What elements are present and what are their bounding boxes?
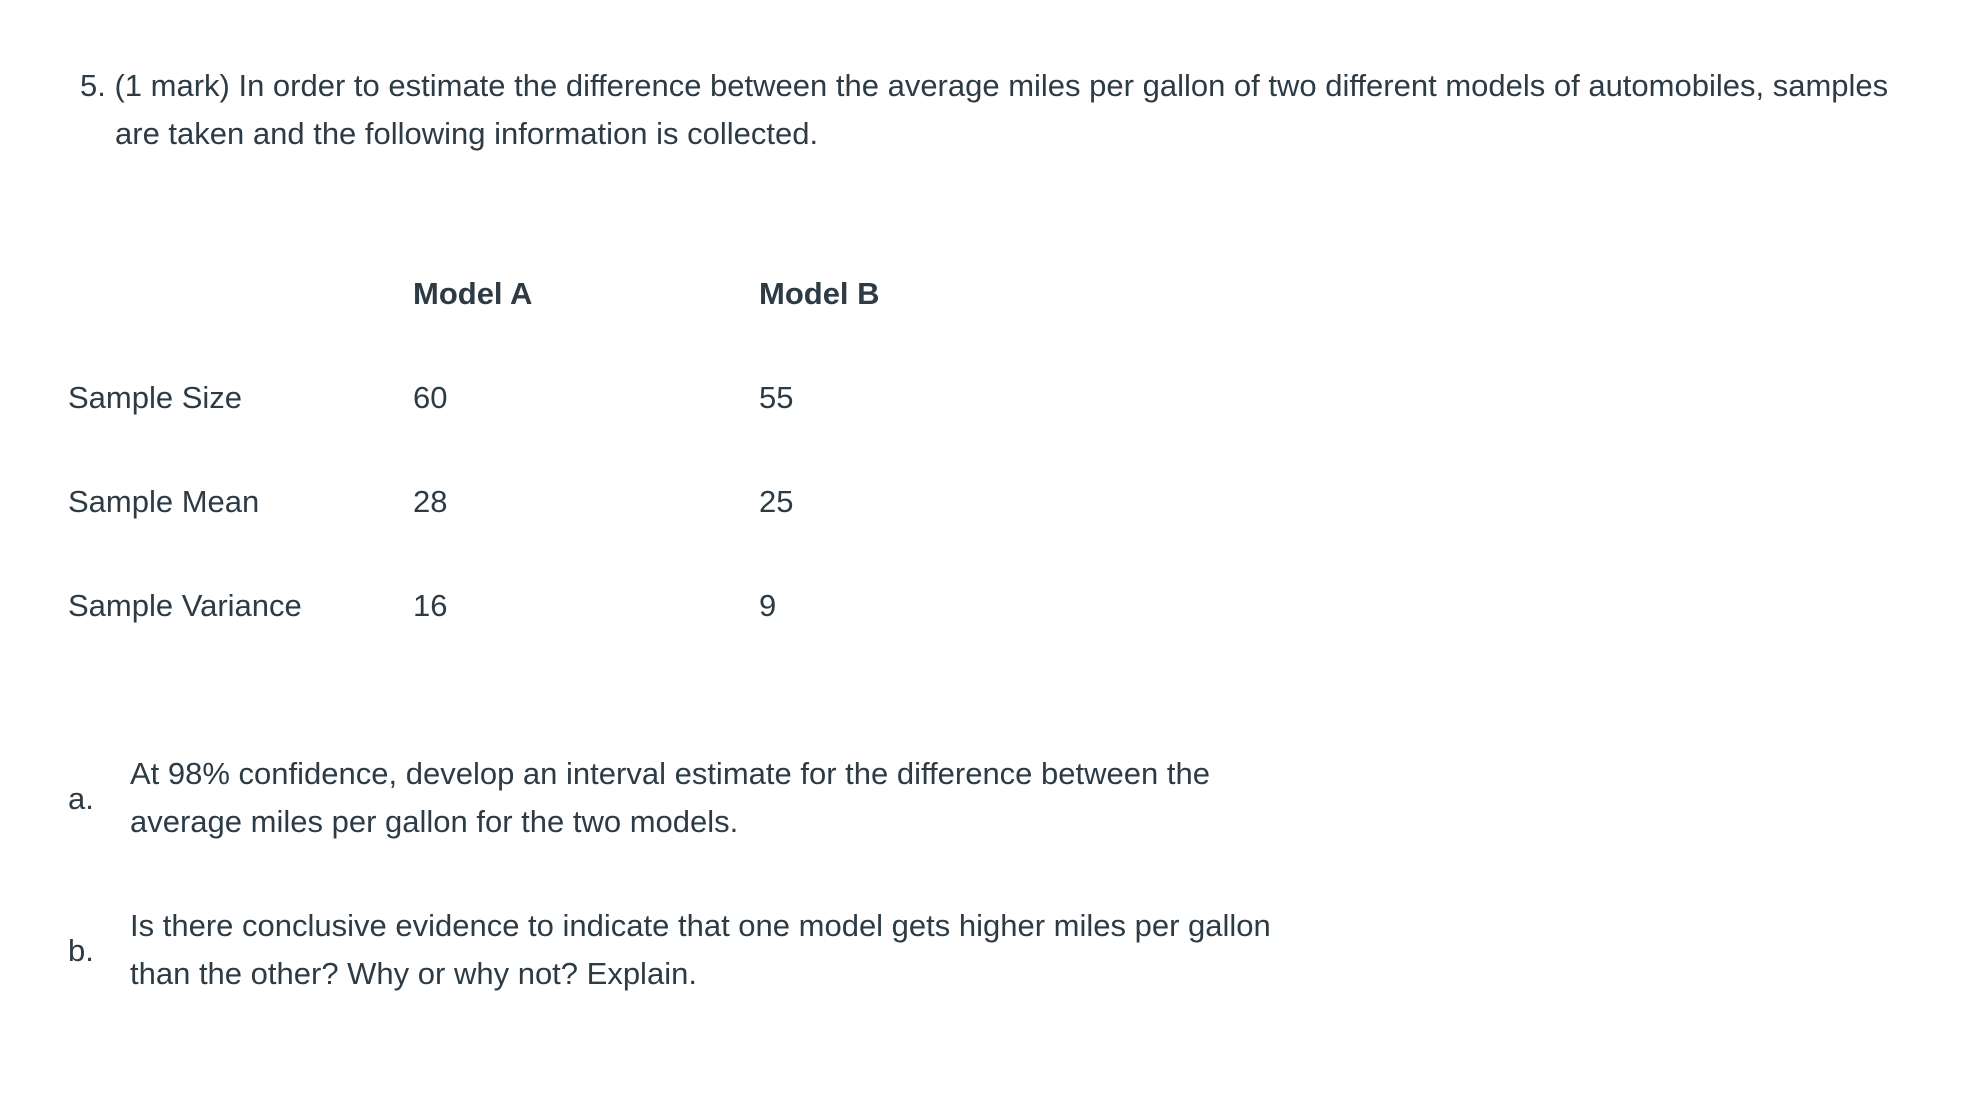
table-header-model-a: Model A <box>413 276 533 311</box>
table-header-model-b: Model B <box>759 276 880 311</box>
table-row <box>68 554 1059 658</box>
cell-model-a: 60 <box>413 380 448 415</box>
part-b-text: Is there conclusive evidence to indicate that one model gets higher miles per gallon than the other? Why or why not? Explain. <box>130 908 1271 991</box>
cell-model-a: 28 <box>413 484 448 519</box>
row-label: Sample Size <box>68 380 243 415</box>
part-b-letter: b. <box>68 933 94 968</box>
table-header-row <box>68 242 1059 346</box>
cell-model-b: 55 <box>759 380 794 415</box>
row-label: Sample Variance <box>68 588 302 623</box>
table-row <box>68 346 1059 450</box>
table-row <box>68 450 1059 554</box>
part-a-letter: a. <box>68 781 94 816</box>
cell-model-b: 25 <box>759 484 794 519</box>
cell-model-b: 9 <box>759 588 777 623</box>
question-text: 5. (1 mark) In order to estimate the difference between the average miles per gallon of two different models of automobiles, samples are taken and the following information is collected. <box>80 68 1889 151</box>
table-header-empty <box>68 242 413 346</box>
data-table <box>68 242 1059 658</box>
row-label: Sample Mean <box>68 484 260 519</box>
part-a-text: At 98% confidence, develop an interval estimate for the difference between the average miles per gallon for the two models. <box>130 756 1210 839</box>
cell-model-a: 16 <box>413 588 448 623</box>
